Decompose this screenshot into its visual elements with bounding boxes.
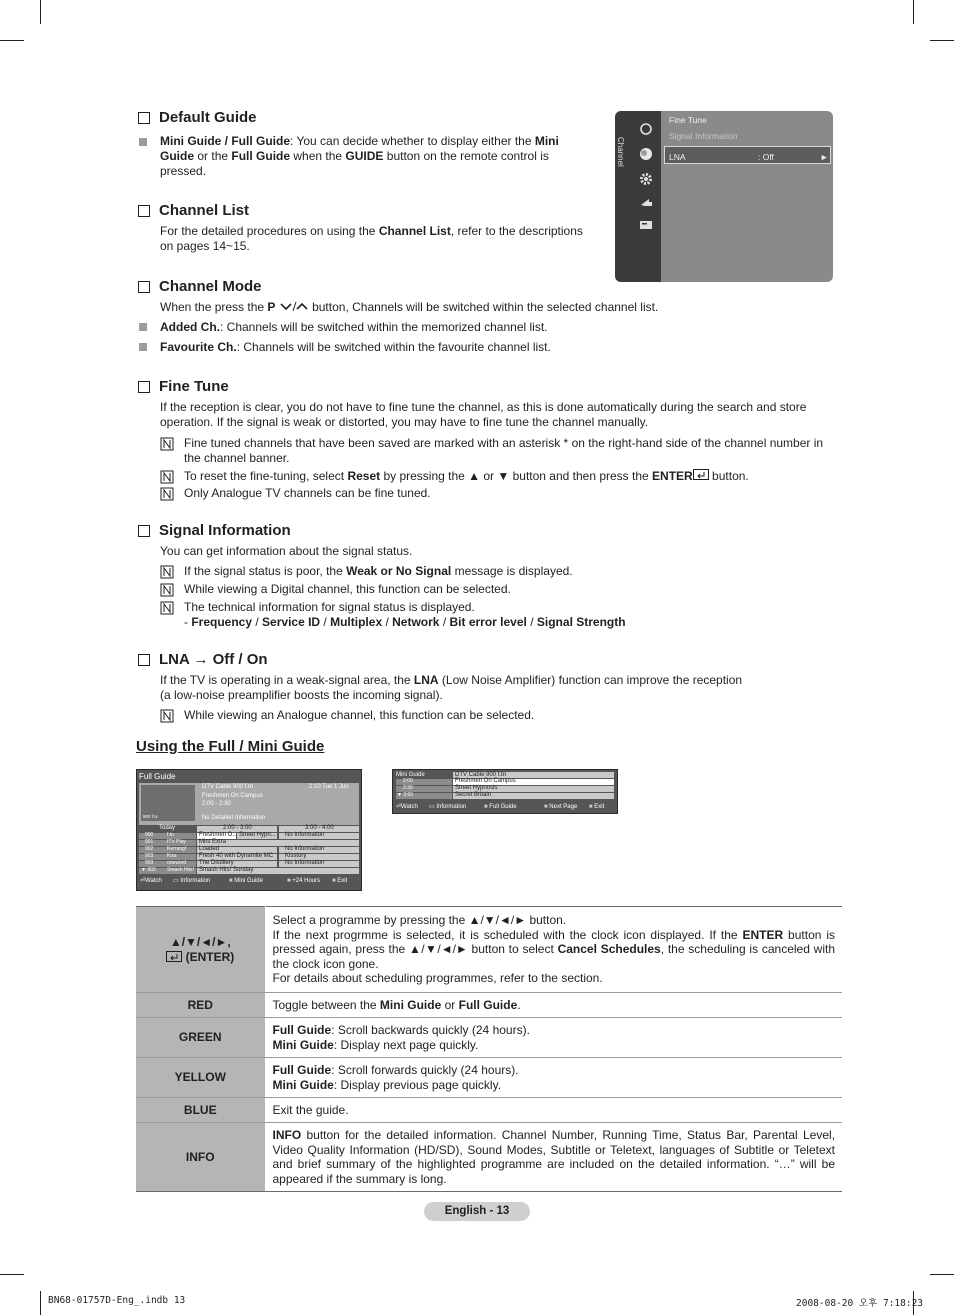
information-button[interactable]: ▭ Information bbox=[173, 878, 211, 884]
channel-list-text: For the detailed procedures on using the Channel List, refer to the descriptions on pages 14~15. bbox=[160, 224, 583, 253]
menu-item-lna-selected[interactable] bbox=[664, 146, 831, 164]
menu-item-lna-value: : Off bbox=[758, 152, 774, 162]
page-number-badge: English - 13 bbox=[424, 1202, 530, 1221]
key-cell-yellow: YELLOW bbox=[136, 1058, 265, 1098]
value-cell-blue: Exit the guide. bbox=[265, 1098, 842, 1123]
signal-note-1: If the signal status is poor, the Weak or No Signal message is displayed. bbox=[184, 564, 573, 578]
guide-cell: The Distillery bbox=[199, 860, 234, 866]
yellow-key-icon: ■ bbox=[287, 878, 293, 884]
table-row[interactable]: ▼ 903 bbox=[141, 867, 156, 873]
note-icon bbox=[160, 709, 174, 723]
key-cell-blue: BLUE bbox=[136, 1098, 265, 1123]
menu-side-label: Channel bbox=[616, 137, 625, 167]
table-row bbox=[136, 1123, 842, 1192]
guide-controls-table bbox=[136, 906, 842, 1192]
table-row bbox=[136, 1098, 842, 1123]
note-icon bbox=[160, 470, 174, 484]
list-item[interactable]: 2:30 bbox=[403, 785, 413, 791]
bullet bbox=[139, 138, 147, 146]
crop-mark bbox=[0, 40, 24, 41]
value-cell-green: Full Guide: Scroll backwards quickly (24 hours). Mini Guide: Display next page quickly. bbox=[265, 1018, 842, 1058]
guide-cell: No Information bbox=[285, 860, 325, 866]
mini-prog: Secret Britain bbox=[455, 792, 492, 798]
note-icon bbox=[160, 583, 174, 597]
input-icon[interactable] bbox=[639, 196, 653, 210]
section-heading-lna: LNA → Off / On bbox=[138, 651, 268, 668]
channel-mode-text: When the press the P button, Channels will be switched within the selected channel list. bbox=[160, 300, 659, 314]
mini-prog: Freshmen On Campus bbox=[455, 778, 516, 784]
green-key-icon: ■ bbox=[229, 878, 235, 884]
full-guide-title: Full Guide bbox=[139, 772, 176, 781]
channel-thumbnail: 900 f.tv bbox=[141, 785, 195, 821]
menu-item-signal-information[interactable]: Signal Information bbox=[669, 131, 738, 141]
table-row[interactable]: 902 bbox=[145, 846, 154, 852]
footer-file-info: BN68-01757D-Eng_.indb 13 bbox=[48, 1295, 186, 1306]
mini-guide-button[interactable]: ■ Mini Guide bbox=[229, 878, 263, 884]
using-guide-heading: Using the Full / Mini Guide bbox=[136, 738, 325, 755]
full-guide-header-t2: 3:00 - 4:00 bbox=[305, 825, 334, 831]
full-guide-screen bbox=[136, 769, 362, 891]
section-heading-default-guide: Default Guide bbox=[138, 109, 257, 126]
list-item[interactable]: 2:00 bbox=[403, 778, 413, 784]
crop-mark bbox=[40, 1291, 41, 1315]
full-guide-detail: No Detailed Information bbox=[202, 815, 266, 821]
key-cell-info: INFO bbox=[136, 1123, 265, 1192]
application-icon[interactable] bbox=[639, 218, 653, 232]
enter-icon bbox=[166, 951, 182, 962]
menu-sidebar bbox=[615, 111, 661, 282]
section-heading-fine-tune: Fine Tune bbox=[138, 378, 229, 395]
guide-cell: Kerrang! bbox=[167, 846, 187, 852]
watch-icon: ⏎ bbox=[140, 878, 146, 884]
guide-cell: Freshmen O... bbox=[199, 832, 238, 838]
key-cell-red: RED bbox=[136, 993, 265, 1018]
crop-mark bbox=[913, 0, 914, 24]
value-cell-navigation: Select a programme by pressing the ▲/▼/◄/► button. If the next progrmme is selected, it is scheduled with the clock icon displayed. If the ENTER button is pressed again, press the ▲/▼/◄/► button to select Cancel Schedules, the scheduling is canceled with the clock icon gone. For details about scheduling programmes, refer to the section. bbox=[265, 907, 842, 993]
table-row[interactable]: 900 bbox=[145, 832, 154, 838]
exit-button[interactable]: ■ Exit bbox=[332, 878, 348, 884]
lna-text: If the TV is operating in a weak-signal area, the LNA (Low Noise Amplifier) function can improve the reception (a low-noise preamplifier boosts the incoming signal). bbox=[160, 673, 743, 702]
table-row bbox=[136, 1058, 842, 1098]
menu-item-lna-label: LNA bbox=[669, 152, 686, 162]
information-button[interactable]: ▭ Information bbox=[429, 804, 467, 810]
picture-icon[interactable] bbox=[639, 122, 653, 136]
fine-tune-note-3: Only Analogue TV channels can be fine tuned. bbox=[184, 486, 431, 500]
watch-button[interactable]: ⏎Watch bbox=[396, 804, 418, 810]
value-cell-info: INFO button for the detailed information. Channel Number, Running Time, Status Bar, Parental Level, Video Quality Information (HD/SD), Sound Modes, Subtitle or Teletext, languages of Subtitle or Teletext and brief summary of the highlighted programme are included on the detailed information. “…” will be appeared if the summary is long. bbox=[265, 1123, 842, 1192]
channel-icon[interactable] bbox=[639, 147, 653, 161]
right-arrow-icon: ► bbox=[820, 152, 829, 162]
channel-up-down-icon bbox=[279, 301, 309, 312]
table-row[interactable]: 903 bbox=[145, 860, 154, 866]
setup-gear-icon[interactable] bbox=[639, 172, 653, 186]
fine-tune-note-1: Fine tuned channels that have been saved are marked with an asterisk * on the right-hand side of the channel number in the channel banner. bbox=[184, 436, 824, 465]
mini-prog: Street Hypnosis bbox=[455, 785, 498, 791]
value-cell-red: Toggle between the Mini Guide or Full Guide. bbox=[265, 993, 842, 1018]
mini-guide-channel: DTV Cable 900 f.tn bbox=[455, 772, 507, 778]
fine-tune-note-2: To reset the fine-tuning, select Reset by pressing the ▲ or ▼ button and then press the ENTER button. bbox=[184, 469, 749, 483]
value-cell-yellow: Full Guide: Scroll forwards quickly (24 hours). Mini Guide: Display previous page quickly. bbox=[265, 1058, 842, 1098]
guide-cell: Kisstory bbox=[285, 853, 307, 859]
note-icon bbox=[160, 601, 174, 615]
guide-cell: oneword bbox=[167, 860, 187, 866]
crop-mark bbox=[930, 40, 954, 41]
bullet bbox=[139, 323, 147, 331]
guide-cell: Kiss bbox=[167, 853, 177, 859]
enter-icon bbox=[693, 469, 709, 480]
next-page-button[interactable]: ■ Next Page bbox=[544, 804, 578, 810]
table-row[interactable]: 903 bbox=[145, 853, 154, 859]
guide-cell: Street Hypn... bbox=[239, 832, 276, 838]
tv-channel-menu bbox=[615, 111, 833, 282]
guide-cell: Fresh 40 with Dynamite MC bbox=[199, 853, 274, 859]
full-guide-header-today: Today bbox=[159, 825, 176, 831]
fine-tune-text: If the reception is clear, you do not have to fine tune the channel, as this is done automatically during the search and store operation. If the signal is weak or distorted, you may have to fine tune the channel manually. bbox=[160, 400, 807, 429]
key-cell-navigation bbox=[136, 907, 265, 993]
guide-cell: No Information bbox=[285, 832, 325, 838]
mini-guide-screen bbox=[392, 769, 618, 814]
table-row bbox=[136, 993, 842, 1018]
key-cell-green: GREEN bbox=[136, 1018, 265, 1058]
full-guide-channel: DTV Cable 900 f.tn bbox=[202, 784, 254, 790]
added-ch-text: Added Ch.: Channels will be switched within the memorized channel list. bbox=[160, 320, 548, 334]
signal-info-text: You can get information about the signal status. bbox=[160, 544, 413, 558]
guide-cell: f.tn bbox=[167, 832, 174, 838]
bullet bbox=[139, 343, 147, 351]
blue-key-icon: ■ bbox=[589, 804, 595, 810]
menu-item-fine-tune[interactable]: Fine Tune bbox=[669, 115, 707, 125]
table-row bbox=[136, 907, 842, 993]
crop-mark bbox=[0, 1274, 24, 1275]
plus-24-hours-button[interactable]: ■ +24 Hours bbox=[287, 878, 321, 884]
signal-note-2: While viewing a Digital channel, this function can be selected. bbox=[184, 582, 511, 596]
crop-mark bbox=[40, 0, 41, 24]
crop-mark bbox=[930, 1274, 954, 1275]
info-icon: ▭ bbox=[429, 804, 437, 810]
exit-button[interactable]: ■ Exit bbox=[589, 804, 605, 810]
lna-note-1: While viewing an Analogue channel, this function can be selected. bbox=[184, 708, 535, 722]
table-row[interactable]: 901 bbox=[145, 839, 154, 845]
guide-cell: ITV Play bbox=[167, 839, 186, 845]
default-guide-text: Mini Guide / Full Guide: You can decide whether to display either the Mini Guide or the Full Guide when the GUIDE button on the remote control is pressed. bbox=[160, 134, 559, 178]
red-key-icon: ■ bbox=[484, 804, 490, 810]
table-row bbox=[136, 1018, 842, 1058]
nav-keys-label: ▲/▼/◄/►, bbox=[169, 935, 231, 949]
signal-note-3: The technical information for signal status is displayed. - Frequency / Service ID / Multiplex / Network / Bit error level / Signal Strength bbox=[184, 600, 626, 629]
blue-key-icon: ■ bbox=[332, 878, 338, 884]
green-key-icon: ■ bbox=[544, 804, 550, 810]
watch-icon: ⏎ bbox=[396, 804, 402, 810]
list-item[interactable]: ▼ 3:00 bbox=[397, 792, 414, 798]
guide-cell: Mint Extra bbox=[199, 839, 227, 845]
guide-cell: Loaded bbox=[199, 846, 220, 852]
section-heading-channel-list: Channel List bbox=[138, 202, 249, 219]
mini-guide-title: Mini Guide bbox=[396, 772, 425, 778]
note-icon bbox=[160, 487, 174, 501]
note-icon bbox=[160, 565, 174, 579]
footer-timestamp: 2008-08-20 오후 7:18:23 bbox=[796, 1298, 924, 1309]
full-guide-time: 2:10 Tue 1 Jun bbox=[309, 784, 349, 790]
guide-cell: Smash Hits! bbox=[167, 867, 194, 873]
favourite-ch-text: Favourite Ch.: Channels will be switched within the favourite channel list. bbox=[160, 340, 551, 354]
full-guide-button[interactable]: ■ Full Guide bbox=[484, 804, 517, 810]
enter-key-label: (ENTER) bbox=[136, 950, 265, 965]
section-heading-channel-mode: Channel Mode bbox=[138, 278, 262, 295]
guide-cell: Smash Hits! Sunday bbox=[199, 867, 254, 873]
section-heading-signal-information: Signal Information bbox=[138, 522, 291, 539]
full-guide-header-t1: 2:00 - 3:00 bbox=[223, 825, 252, 831]
full-guide-slot: 2:00 - 2:30 bbox=[202, 801, 231, 807]
guide-cell: No Information bbox=[285, 846, 325, 852]
info-icon: ▭ bbox=[173, 878, 181, 884]
watch-button[interactable]: ⏎Watch bbox=[140, 878, 162, 884]
full-guide-programme: Freshmen On Campus bbox=[202, 793, 263, 799]
note-icon bbox=[160, 437, 174, 451]
